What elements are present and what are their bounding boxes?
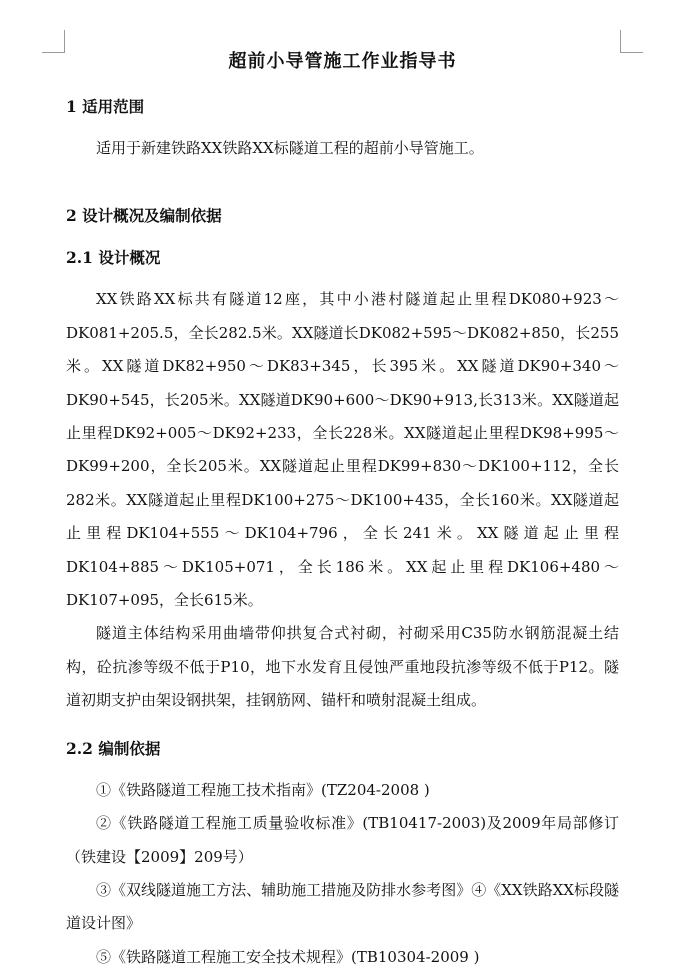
structure-paragraph: 隧道主体结构采用曲墙带仰拱复合式衬砌，衬砌采用C35防水钢筋混凝土结构，砼抗渗等级不低于P10，地下水发育且侵蚀严重地段抗渗等级不低于P12。隧道初期支护由架设钢拱架，挂钢筋网、锚杆和喷射混凝土组成。 (66, 624, 619, 710)
section-2-1-heading: 2.1 设计概况 (66, 248, 161, 268)
reference-item-4: ⑤《铁路隧道工程施工安全技术规程》(TB10304-2009 ) (96, 947, 480, 966)
section-2-heading: 2 设计概况及编制依据 (66, 206, 222, 226)
section-1-text: 适用于新建铁路XX铁路XX标隧道工程的超前小导管施工。 (96, 139, 484, 157)
page-corner-mark-top-right (620, 30, 643, 53)
document-page (66, 48, 619, 974)
reference-item-2: ②《铁路隧道工程施工质量验收标准》(TB10417-2003)及2009年局部修订（铁建设【2009】209号） (66, 814, 619, 866)
reference-item-1: ①《铁路隧道工程施工技术指南》(TZ204-2008 ) (96, 780, 430, 799)
page-corner-mark-top-left (42, 30, 65, 53)
reference-item-3: ③《双线隧道施工方法、辅助施工措施及防排水参考图》④《XX铁路XX标段隧道设计图》 (66, 880, 619, 933)
section-1-heading: 1 适用范围 (66, 97, 145, 116)
design-overview-paragraph: XX铁路XX标共有隧道12座，其中小港村隧道起止里程DK080+923～DK081+205.5，全长282.5米。XX隧道长DK082+595～DK082+850，长255米。XX隧道DK82+950～DK83+345，长395米。XX隧道DK90+340～DK90+545，长205米。XX隧道DK90+600～DK90+913,长313米。XX隧道起止里程DK92+005～DK92+233，全长228米。XX隧道起止里程DK98+995～DK99+200，全长205米。XX隧道起止里程DK99+830～DK100+112，全长282米。XX隧道起止里程DK100+275～DK100+435，全长160米。XX隧道起止里程DK104+555～DK104+796，全长241米。XX隧道起止里程DK104+885～DK105+071，全长186米。XX起止里程DK106+480～DK107+095，全长615米。 (66, 290, 619, 610)
document-title: 超前小导管施工作业指导书 (228, 51, 457, 72)
section-2-2-heading: 2.2 编制依据 (66, 738, 161, 758)
